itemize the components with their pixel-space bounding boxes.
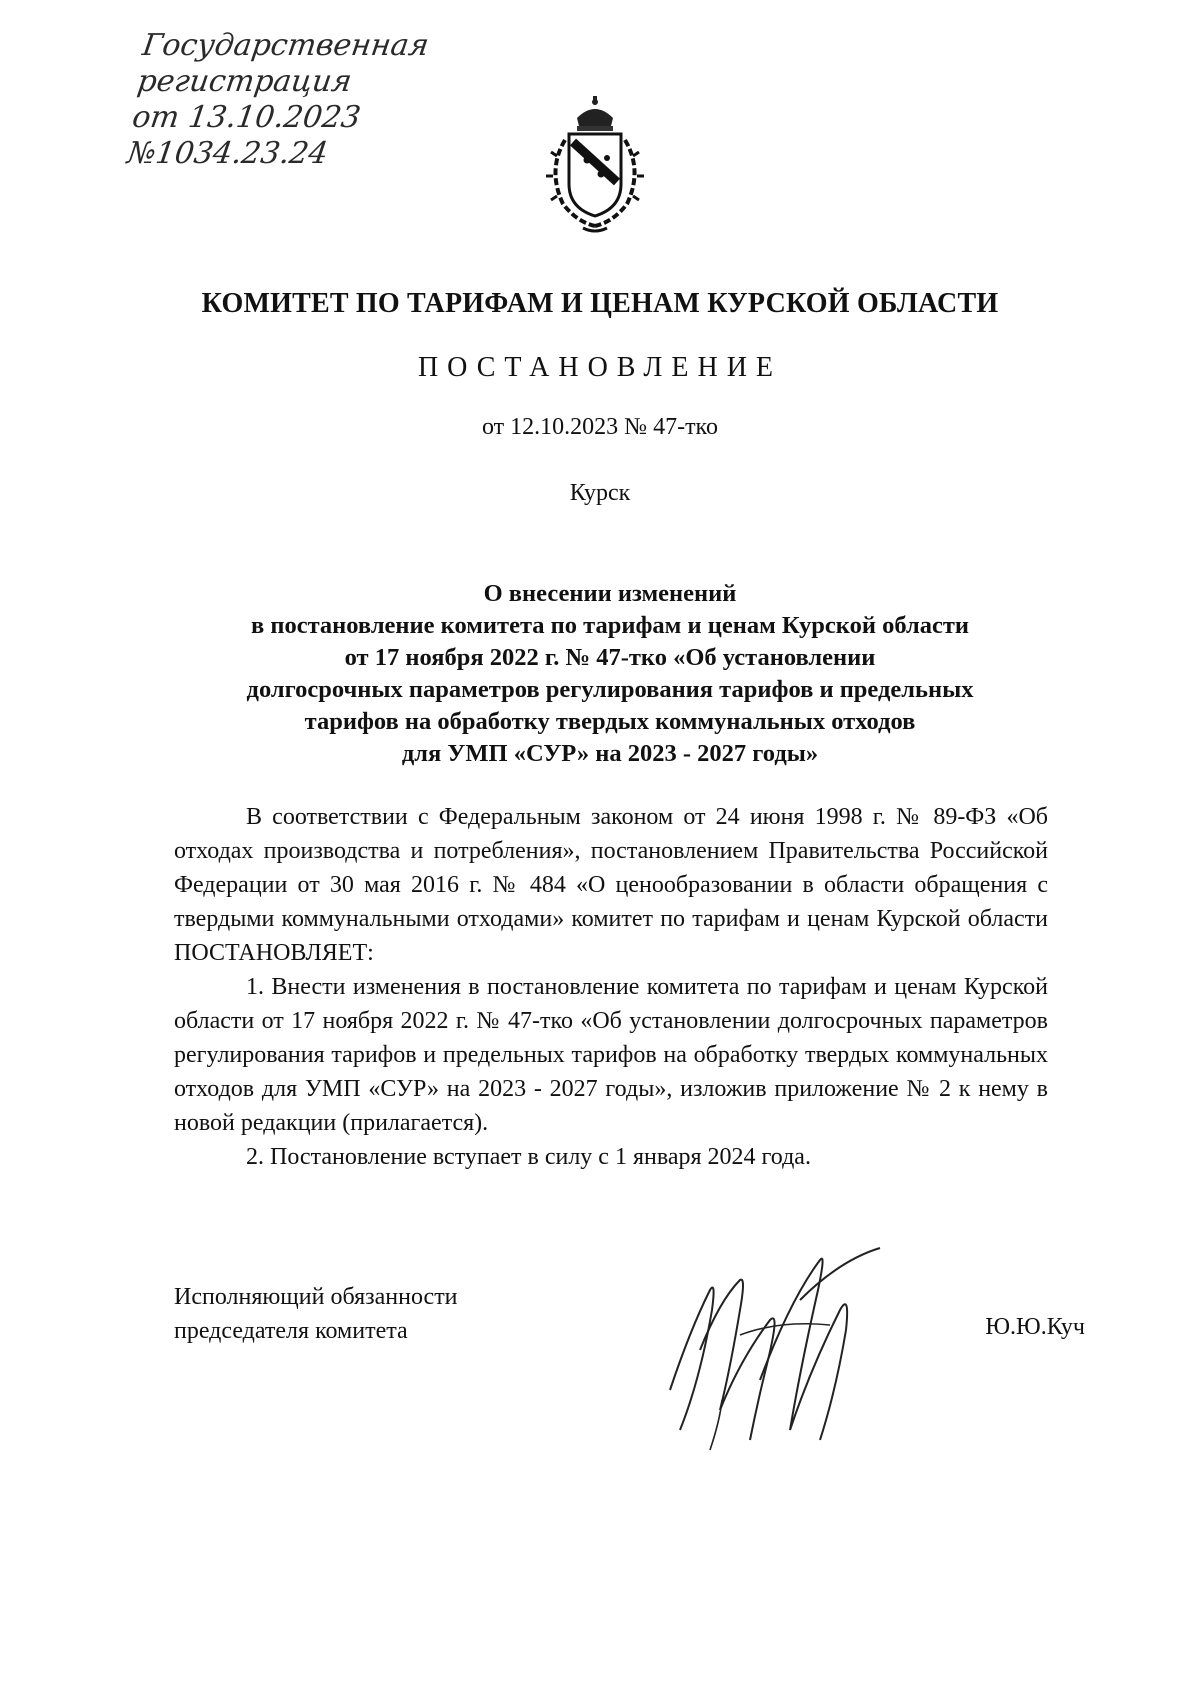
body-preamble: В соответствии с Федеральным законом от 24 июня 1998 г. № 89-ФЗ «Об отходах производства и потребления», постановлением Правительства Российской Федерации от 30 мая 2016 г. № 484 «О ценообразовании в области обращения с твердыми коммунальными отходами» комитет по тарифам и ценам Курской области ПОСТАНОВЛЯЕТ: [174,804,1048,966]
handwritten-registration-note [125,28,485,172]
coat-of-arms-icon [535,96,655,236]
document-subject [170,578,1050,770]
note-line-2: регистрация [135,64,354,99]
document-body [174,800,1048,1174]
organization-title: КОМИТЕТ ПО ТАРИФАМ И ЦЕНАМ КУРСКОЙ ОБЛАСТИ [201,288,999,319]
body-item-2: 2. Постановление вступает в силу с 1 января 2024 года. [246,1144,811,1170]
document-type: ПОСТАНОВЛЕНИЕ [417,352,783,383]
subject-line-3: от 17 ноября 2022 г. № 47-тко «Об установлении [344,644,876,671]
subject-line-4: долгосрочных параметров регулирования тарифов и предельных [246,676,974,703]
signer-name: Ю.Ю.Куч [985,1314,1085,1340]
note-line-4: №1034.23.24 [125,136,331,171]
subject-line-5: тарифов на обработку твердых коммунальных отходов [304,708,916,735]
subject-line-2: в постановление комитета по тарифам и ценам Курской области [250,612,970,639]
note-line-1: Государственная [140,28,432,63]
note-line-3: от 13.10.2023 [130,100,363,135]
document-date-number: от 12.10.2023 № 47-тко [482,414,718,440]
signer-position [174,1280,594,1348]
document-city: Курск [569,480,631,506]
subject-line-1: О внесении изменений [483,580,737,607]
subject-line-6: для УМП «СУР» на 2023 - 2027 годы» [401,740,819,767]
signer-position-line-1: Исполняющий обязанности [174,1284,458,1310]
handwritten-signature-icon [650,1240,910,1470]
body-item-1: 1. Внести изменения в постановление комитета по тарифам и ценам Курской области от 17 ноября 2022 г. № 47-тко «Об установлении долгосрочных параметров регулирования тарифов и предельных тарифов на обработку твердых коммунальных отходов для УМП «СУР» на 2023 - 2027 годы», изложив приложение № 2 к нему в новой редакции (прилагается). [174,974,1048,1136]
signer-position-line-2: председателя комитета [174,1318,408,1344]
